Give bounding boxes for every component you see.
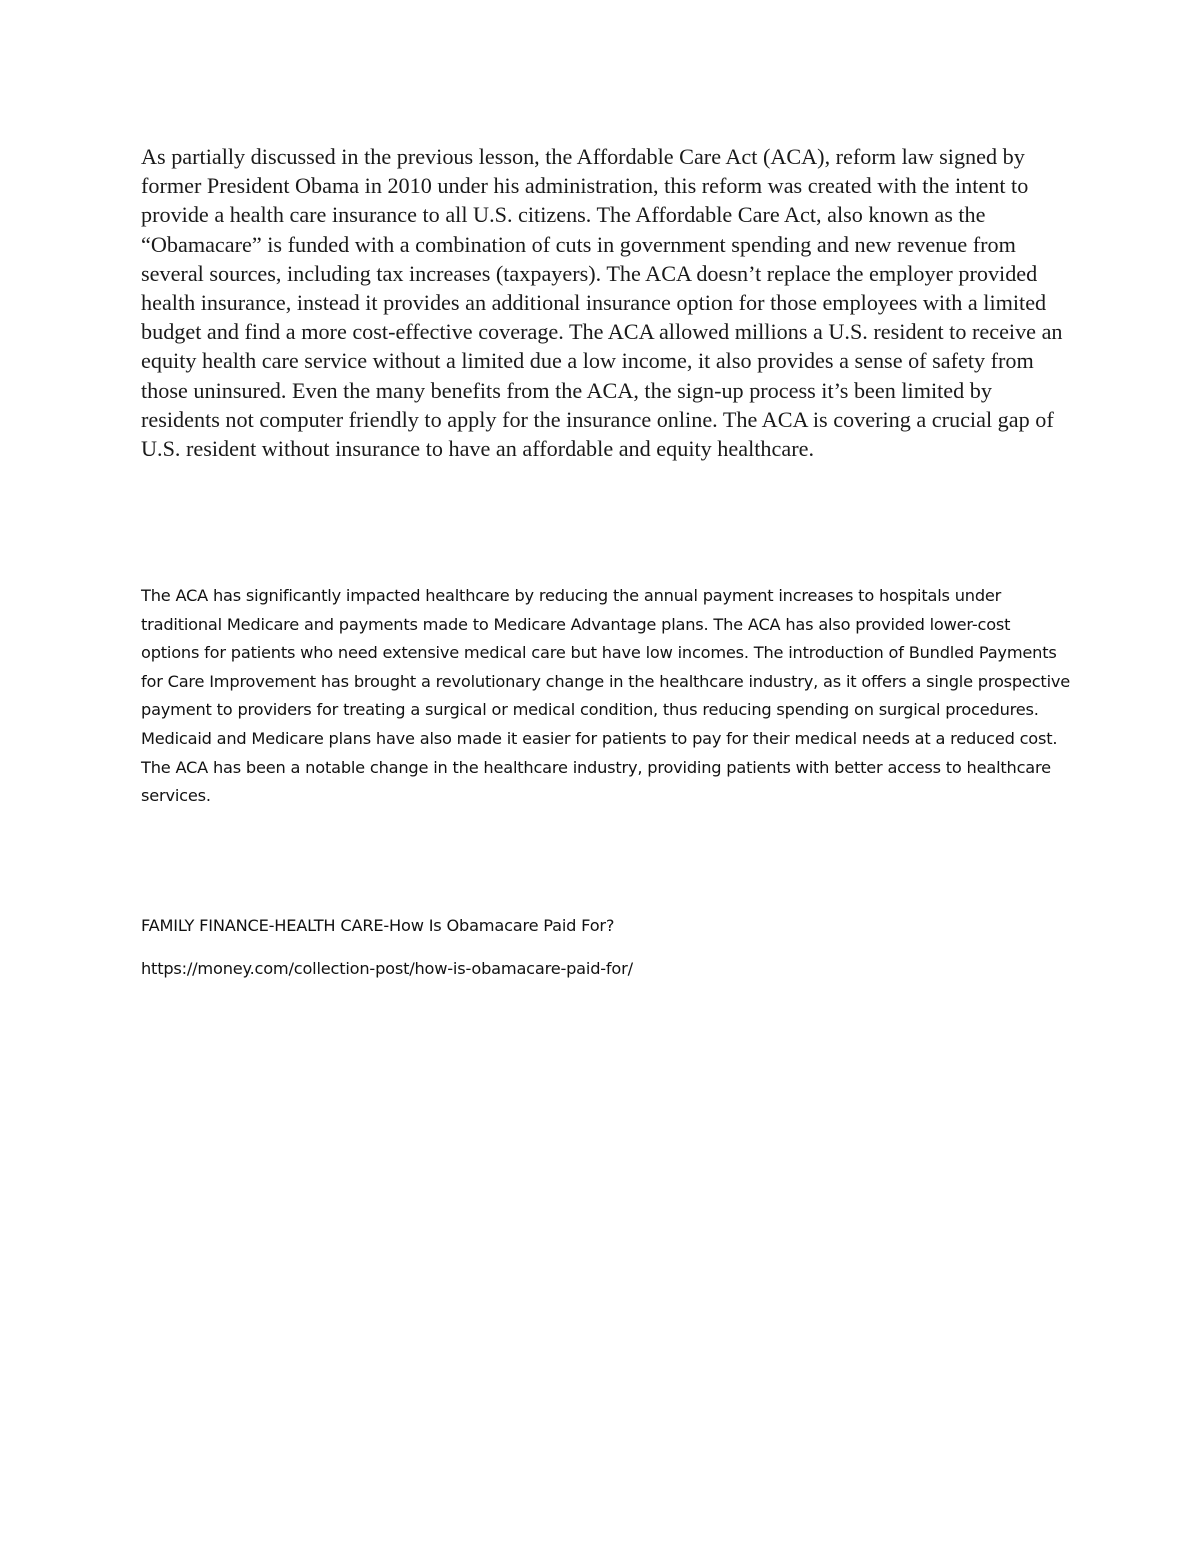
paragraph-aca-impact: The ACA has significantly impacted healthcare by reducing the annual payment increases to hospitals under traditional Medicare and payments made to Medicare Advantage plans. The ACA has also provided lower-cost options for patients who need extensive medical care but have low incomes. The introduction of Bundled Payments for Care Improvement has brought a revolutionary change in the healthcare industry, as it offers a single prospective payment to providers for treating a surgical or medical condition, thus reducing spending on surgical procedures. Medicaid and Medicare plans have also made it easier for patients to pay for their medical needs at a reduced cost. The ACA has been a notable change in the healthcare industry, providing patients with better access to healthcare services. [141,586,1071,806]
paragraph-aca-overview: As partially discussed in the previous lesson, the Affordable Care Act (ACA), reform law signed by former President Obama in 2010 under his administration, this reform was created with the intent to provide a health care insurance to all U.S. citizens. The Affordable Care Act, also known as the “Obamacare” is funded with a combination of cuts in government spending and new revenue from several sources, including tax increases (taxpayers). The ACA doesn’t replace the employer provided health insurance, instead it provides an additional insurance option for those employees with a limited budget and find a more cost-effective coverage. The ACA allowed millions a U.S. resident to receive an equity health care service without a limited due a low income, it also provides a sense of safety from those uninsured. Even the many benefits from the ACA, the sign-up process it’s been limited by residents not computer friendly to apply for the insurance online. The ACA is covering a crucial gap of U.S. resident without insurance to have an affordable and equity healthcare. [141,144,1063,462]
reference-title: FAMILY FINANCE-HEALTH CARE-How Is Obamacare Paid For? [141,916,615,935]
reference-url: https://money.com/collection-post/how-is-obamacare-paid-for/ [141,959,633,978]
